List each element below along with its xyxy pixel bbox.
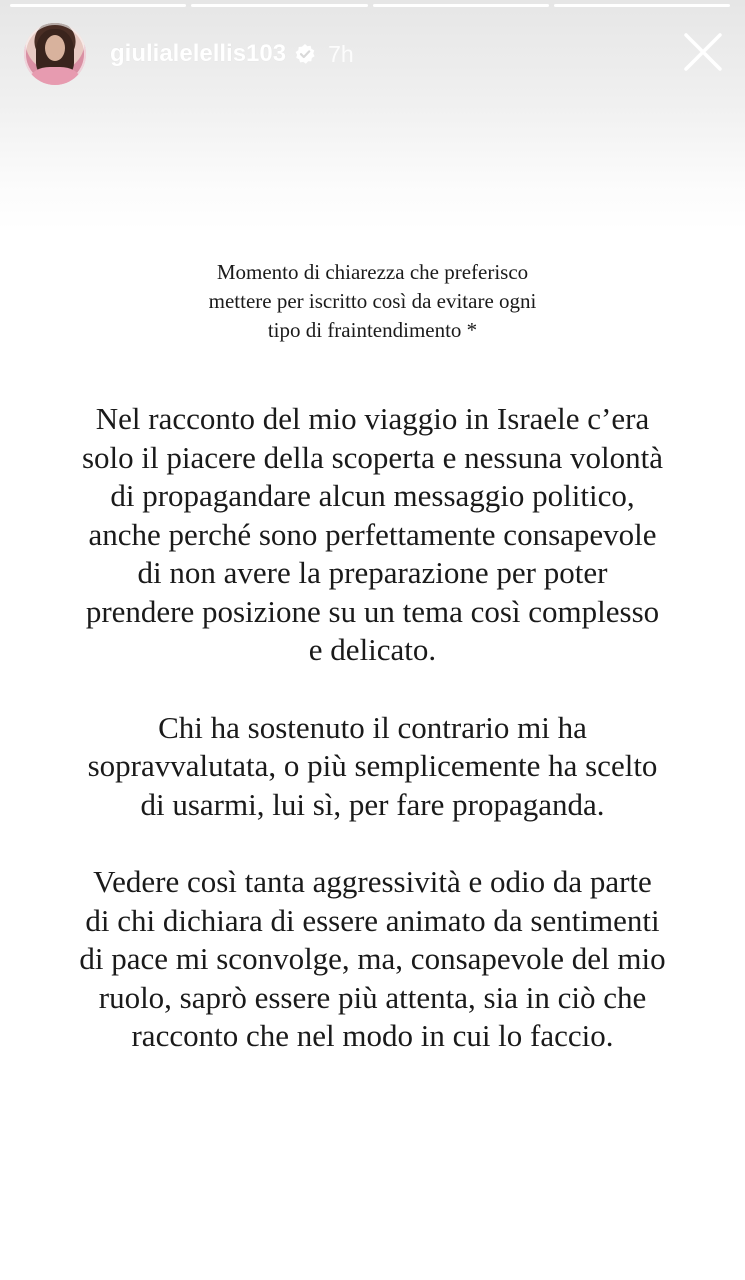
text-line: prendere posizione su un tema così complesso: [85, 593, 660, 629]
paragraph-spacer: [0, 824, 745, 863]
text-line: racconto che nel modo in cui lo faccio.: [131, 1018, 614, 1053]
verified-badge-icon: [294, 43, 316, 65]
intro-line: tipo di fraintendimento *: [267, 318, 478, 342]
text-line: di usarmi, lui sì, per fare propaganda.: [140, 786, 605, 822]
progress-fill: [373, 4, 549, 7]
progress-fill: [191, 4, 367, 7]
avatar[interactable]: [24, 23, 86, 85]
text-line: Chi ha sostenuto il contrario mi ha: [158, 709, 587, 745]
story-progress-bar: [10, 4, 730, 7]
text-line: di pace mi sconvolge, ma, consapevole del mio: [79, 941, 666, 976]
text-line: anche perché sono perfettamente consapevole: [88, 516, 657, 552]
progress-fill: [10, 4, 186, 7]
story-header: [24, 22, 354, 86]
close-icon: [683, 32, 723, 72]
text-line: di non avere la preparazione per poter: [137, 555, 608, 590]
post-time: 7h: [328, 40, 354, 67]
intro-line: Momento di chiarezza che preferisco: [216, 260, 529, 284]
progress-segment: [10, 4, 186, 7]
story-text: [0, 400, 745, 1056]
progress-segment: [373, 4, 549, 7]
text-line: di propagandare alcun messaggio politico,: [110, 478, 635, 513]
close-button[interactable]: [681, 30, 725, 74]
paragraph-1: [0, 400, 745, 670]
avatar-body: [30, 67, 80, 85]
paragraph-3: [0, 863, 745, 1056]
paragraph-2: [0, 709, 745, 825]
text-line: Vedere così tanta aggressività e odio da parte: [93, 864, 652, 899]
paragraph-spacer: [0, 670, 745, 709]
text-line: solo il piacere della scoperta e nessuna volontà: [81, 439, 664, 475]
username[interactable]: giulialelellis103: [110, 40, 287, 67]
text-line: Nel racconto del mio viaggio in Israele c’era: [95, 401, 650, 436]
text-line: ruolo, saprò essere più attenta, sia in ciò che: [98, 979, 647, 1015]
text-line: e delicato.: [308, 632, 437, 667]
text-line: sopravvalutata, o più semplicemente ha scelto: [87, 748, 658, 783]
intro-note: [0, 258, 745, 345]
progress-segment: [191, 4, 367, 7]
progress-segment: [554, 4, 730, 7]
text-line: di chi dichiara di essere animato da sentimenti: [85, 902, 660, 938]
intro-line: mettere per iscritto così da evitare ogni: [208, 289, 537, 313]
avatar-face: [45, 35, 65, 61]
progress-fill: [554, 4, 730, 7]
